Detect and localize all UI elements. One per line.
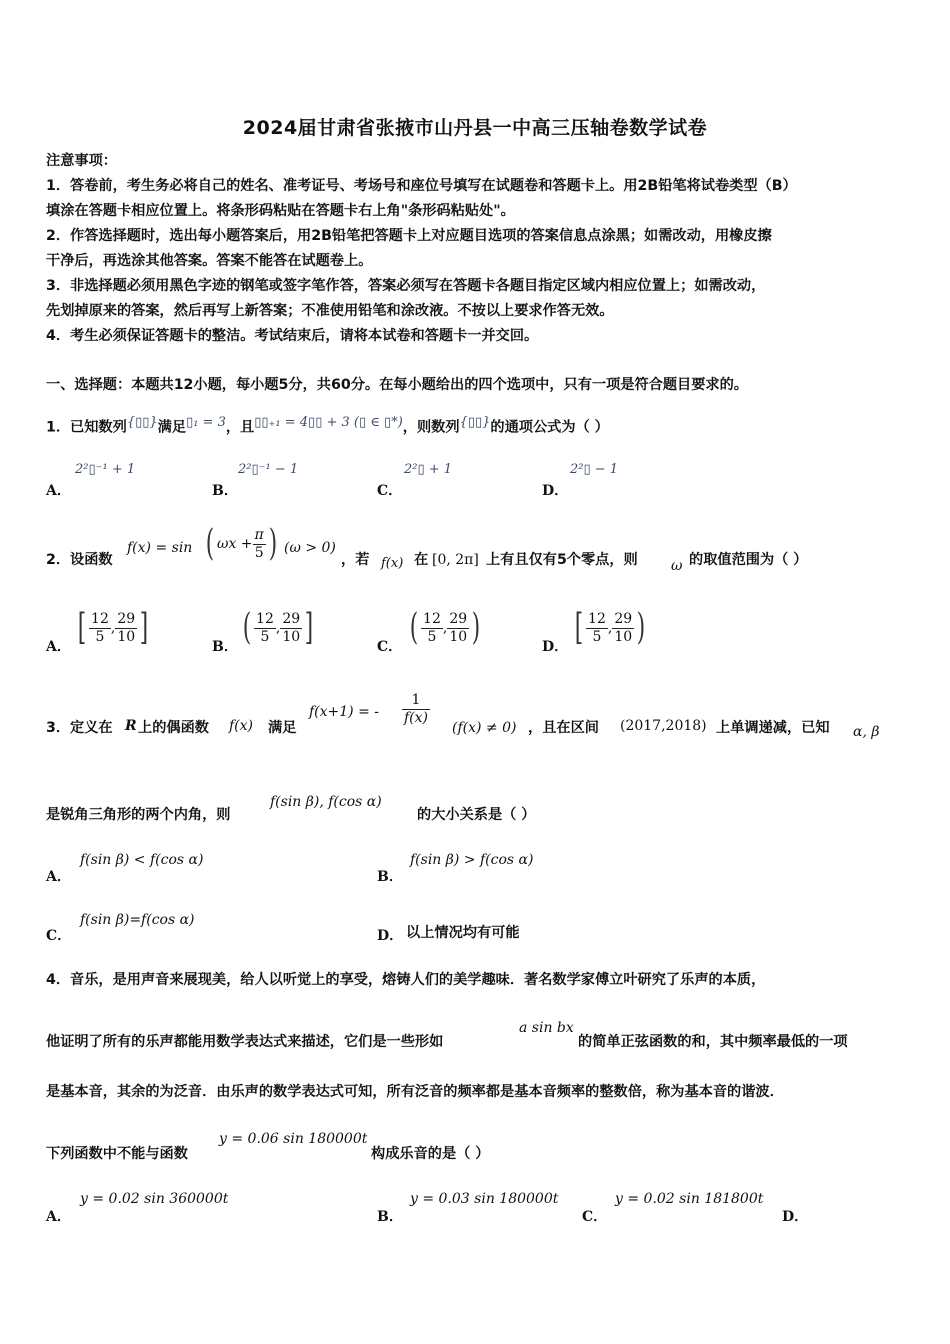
q1-text: 1．已知数列: [46, 419, 127, 436]
q4-line3: 是基本音，其余的为泛音．由乐声的数学表达式可知，所有泛音的频率都是基本音频率的整数倍，称为基本音的谐波．: [46, 1084, 784, 1100]
q3-option-b-label: B．: [377, 869, 403, 885]
den: 5: [95, 628, 105, 645]
comma: ,: [110, 620, 116, 636]
q2-option-d: [572, 607, 648, 648]
q3-text: 3．定义在: [46, 720, 113, 736]
notice-line: 填涂在答题卡相应位置上。将条形码粘贴在答题卡右上角"条形码粘贴处"。: [46, 203, 515, 219]
comma: ,: [275, 620, 281, 636]
q1-option-b: 2²▯⁻¹ − 1: [238, 462, 299, 477]
bracket-open: [: [574, 607, 584, 648]
q4-option-d-label: D．: [782, 1209, 809, 1225]
q2-option-a-label: A．: [46, 639, 71, 655]
q2-pi-over-5: [253, 527, 266, 562]
q3-option-d: 以上情况均有可能: [406, 925, 520, 941]
den: 5: [427, 628, 437, 645]
q2-fx: f(x): [381, 556, 404, 571]
q4-func: y = 0.06 sin 180000t: [219, 1131, 368, 1147]
q4-option-c-label: C．: [582, 1209, 608, 1225]
q4-line4a: 下列函数中不能与函数: [46, 1146, 188, 1162]
num: 29: [449, 610, 468, 627]
q3-option-c: f(sin β)=f(cos α): [80, 912, 195, 928]
q1-text: ，则数列: [402, 419, 460, 436]
notice-heading: 注意事项：: [46, 153, 117, 169]
q4-option-c: y = 0.02 sin 181800t: [615, 1191, 764, 1207]
q2-omega: ω: [671, 558, 683, 574]
q2-option-a: [75, 607, 151, 648]
q2-option-b: [240, 607, 316, 648]
den: 5: [260, 628, 270, 645]
q1-option-b-label: B．: [212, 483, 238, 499]
q3-line2: 是锐角三角形的两个内角，则: [46, 807, 231, 823]
bracket-close: ): [471, 607, 481, 648]
q2-text: 上有且仅有5个零点，则: [486, 552, 638, 568]
paren-open: (: [205, 523, 215, 564]
q3-expr: f(sin β), f(cos α): [270, 794, 382, 810]
num: 29: [117, 610, 136, 627]
q3-alpha-beta: α, β: [853, 724, 880, 740]
bracket-open: [: [77, 607, 87, 648]
q3-interval: (2017,2018): [620, 718, 707, 734]
q1-math: ▯▯₊₁ = 4▯▯ + 3 (▯ ∈ ▯*): [254, 415, 403, 430]
num: 12: [256, 610, 274, 627]
q4-option-a: y = 0.02 sin 360000t: [80, 1191, 229, 1207]
comma: ,: [442, 620, 448, 636]
q3-option-a: f(sin β) < f(cos α): [80, 852, 204, 868]
q1-text: 满足: [157, 419, 187, 436]
q1-text: ，且: [225, 419, 255, 436]
q2-omega-x: ωx +: [217, 536, 253, 552]
q3-fraction: [402, 692, 430, 727]
q3-line2b: 的大小关系是（ ）: [417, 807, 536, 823]
notice-line: 3．非选择题必须用黑色字迹的钢笔或签字笔作答，答案必须写在答题卡各题目指定区域内相应位置上；如需改动，: [46, 278, 766, 294]
q4-option-b-label: B．: [377, 1209, 403, 1225]
notice-line: 1．答卷前，考生务必将自己的姓名、准考证号、考场号和座位号填写在试题卷和答题卡上。用2B铅笔将试卷类型（B）: [46, 178, 797, 194]
q2-option-d-label: D．: [542, 639, 569, 655]
q1-text: 的通项公式为（ ）: [490, 419, 609, 436]
q3-option-a-label: A．: [46, 869, 71, 885]
notice-line: 2．作答选择题时，选出每小题答案后，用2B铅笔把答题卡上对应题目选项的答案信息点涂黑；如需改动，用橡皮擦: [46, 228, 772, 244]
q1-option-d: 2²▯ − 1: [570, 462, 619, 477]
q1-option-a-label: A．: [46, 483, 71, 499]
comma: ,: [607, 620, 613, 636]
question-1: [46, 413, 609, 438]
num: 12: [588, 610, 606, 627]
notice-line: 4．考生必须保证答题卡的整洁。考试结束后，请将本试卷和答题卡一并交回。: [46, 328, 539, 344]
q3-text: ，且在区间: [528, 720, 599, 736]
num: 12: [91, 610, 109, 627]
q2-option-c-label: C．: [377, 639, 403, 655]
q2-func: f(x) = sin: [127, 540, 193, 556]
q2-text: 的取值范围为（ ）: [689, 552, 808, 568]
bracket-close: ): [636, 607, 646, 648]
q4-line2b: 的简单正弦函数的和，其中频率最低的一项: [578, 1034, 848, 1050]
den: 10: [282, 628, 301, 645]
q3-option-c-label: C．: [46, 928, 72, 944]
q2-cond: (ω > 0): [284, 540, 336, 556]
q4-line4b: 构成乐音的是（ ）: [371, 1146, 490, 1162]
q4-option-a-label: A．: [46, 1209, 71, 1225]
q2-five: 5: [254, 544, 264, 561]
q1-option-c-label: C．: [377, 483, 403, 499]
bracket-close: ]: [304, 607, 314, 648]
q2-interval: [0, 2π]: [432, 552, 479, 568]
den: 5: [592, 628, 602, 645]
q3-option-d-label: D．: [377, 928, 404, 944]
q3-r: R: [125, 718, 137, 734]
notice-line: 干净后，再选涂其他答案。答案不能答在试题卷上。: [46, 253, 373, 269]
bracket-open: (: [242, 607, 252, 648]
q1-option-d-label: D．: [542, 483, 569, 499]
q3-cond: (f(x) ≠ 0): [452, 720, 517, 736]
den: 10: [117, 628, 136, 645]
num: 12: [423, 610, 441, 627]
q1-option-a: 2²▯⁻¹ + 1: [75, 462, 136, 477]
q4-line1: 4．音乐，是用声音来展现美，给人以听觉上的享受，熔铸人们的美学趣味．著名数学家傅立叶研究了乐声的本质，: [46, 972, 766, 988]
q3-fx: f(x): [229, 718, 254, 734]
q2-lead: 2．设函数: [46, 552, 113, 568]
paren-close: ): [268, 523, 277, 564]
q3-one: 1: [402, 692, 430, 710]
q4-option-b: y = 0.03 sin 180000t: [410, 1191, 559, 1207]
q3-text: 上的偶函数: [138, 720, 209, 736]
q2-option-c: [407, 607, 483, 648]
q3-text: 满足: [268, 720, 297, 736]
num: 29: [282, 610, 301, 627]
q1-math: {▯▯}: [126, 415, 158, 430]
num: 29: [614, 610, 633, 627]
notice-line: 先划掉原来的答案，然后再写上新答案；不准使用铅笔和涂改液。不按以上要求作答无效。: [46, 303, 614, 319]
q4-line2a: 他证明了所有的乐声都能用数学表达式来描述，它们是一些形如: [46, 1034, 444, 1050]
q1-option-c: 2²▯ + 1: [404, 462, 453, 477]
q3-fx-den: f(x): [404, 710, 429, 726]
q2-option-b-label: B．: [212, 639, 238, 655]
q2-text: ，若: [341, 552, 370, 568]
q3-option-b: f(sin β) > f(cos α): [410, 852, 534, 868]
q2-sin-arg: [203, 523, 280, 564]
q3-lhs: f(x+1) = -: [309, 704, 379, 720]
q1-math: ▯₁ = 3: [186, 415, 226, 430]
page-title: 2024届甘肃省张掖市山丹县一中高三压轴卷数学试卷: [242, 117, 708, 139]
q2-text: 在: [414, 552, 429, 568]
section-heading: 一、选择题：本题共12小题，每小题5分，共60分。在每小题给出的四个选项中，只有一项是符合题目要求的。: [46, 377, 748, 393]
bracket-close: ]: [139, 607, 149, 648]
bracket-open: (: [409, 607, 419, 648]
q3-text: 上单调递减，已知: [716, 720, 830, 736]
q1-math: {▯▯}: [459, 415, 491, 430]
den: 10: [449, 628, 468, 645]
den: 10: [614, 628, 633, 645]
q2-pi: π: [254, 526, 264, 543]
q4-expr: a sin bx: [519, 1020, 574, 1036]
